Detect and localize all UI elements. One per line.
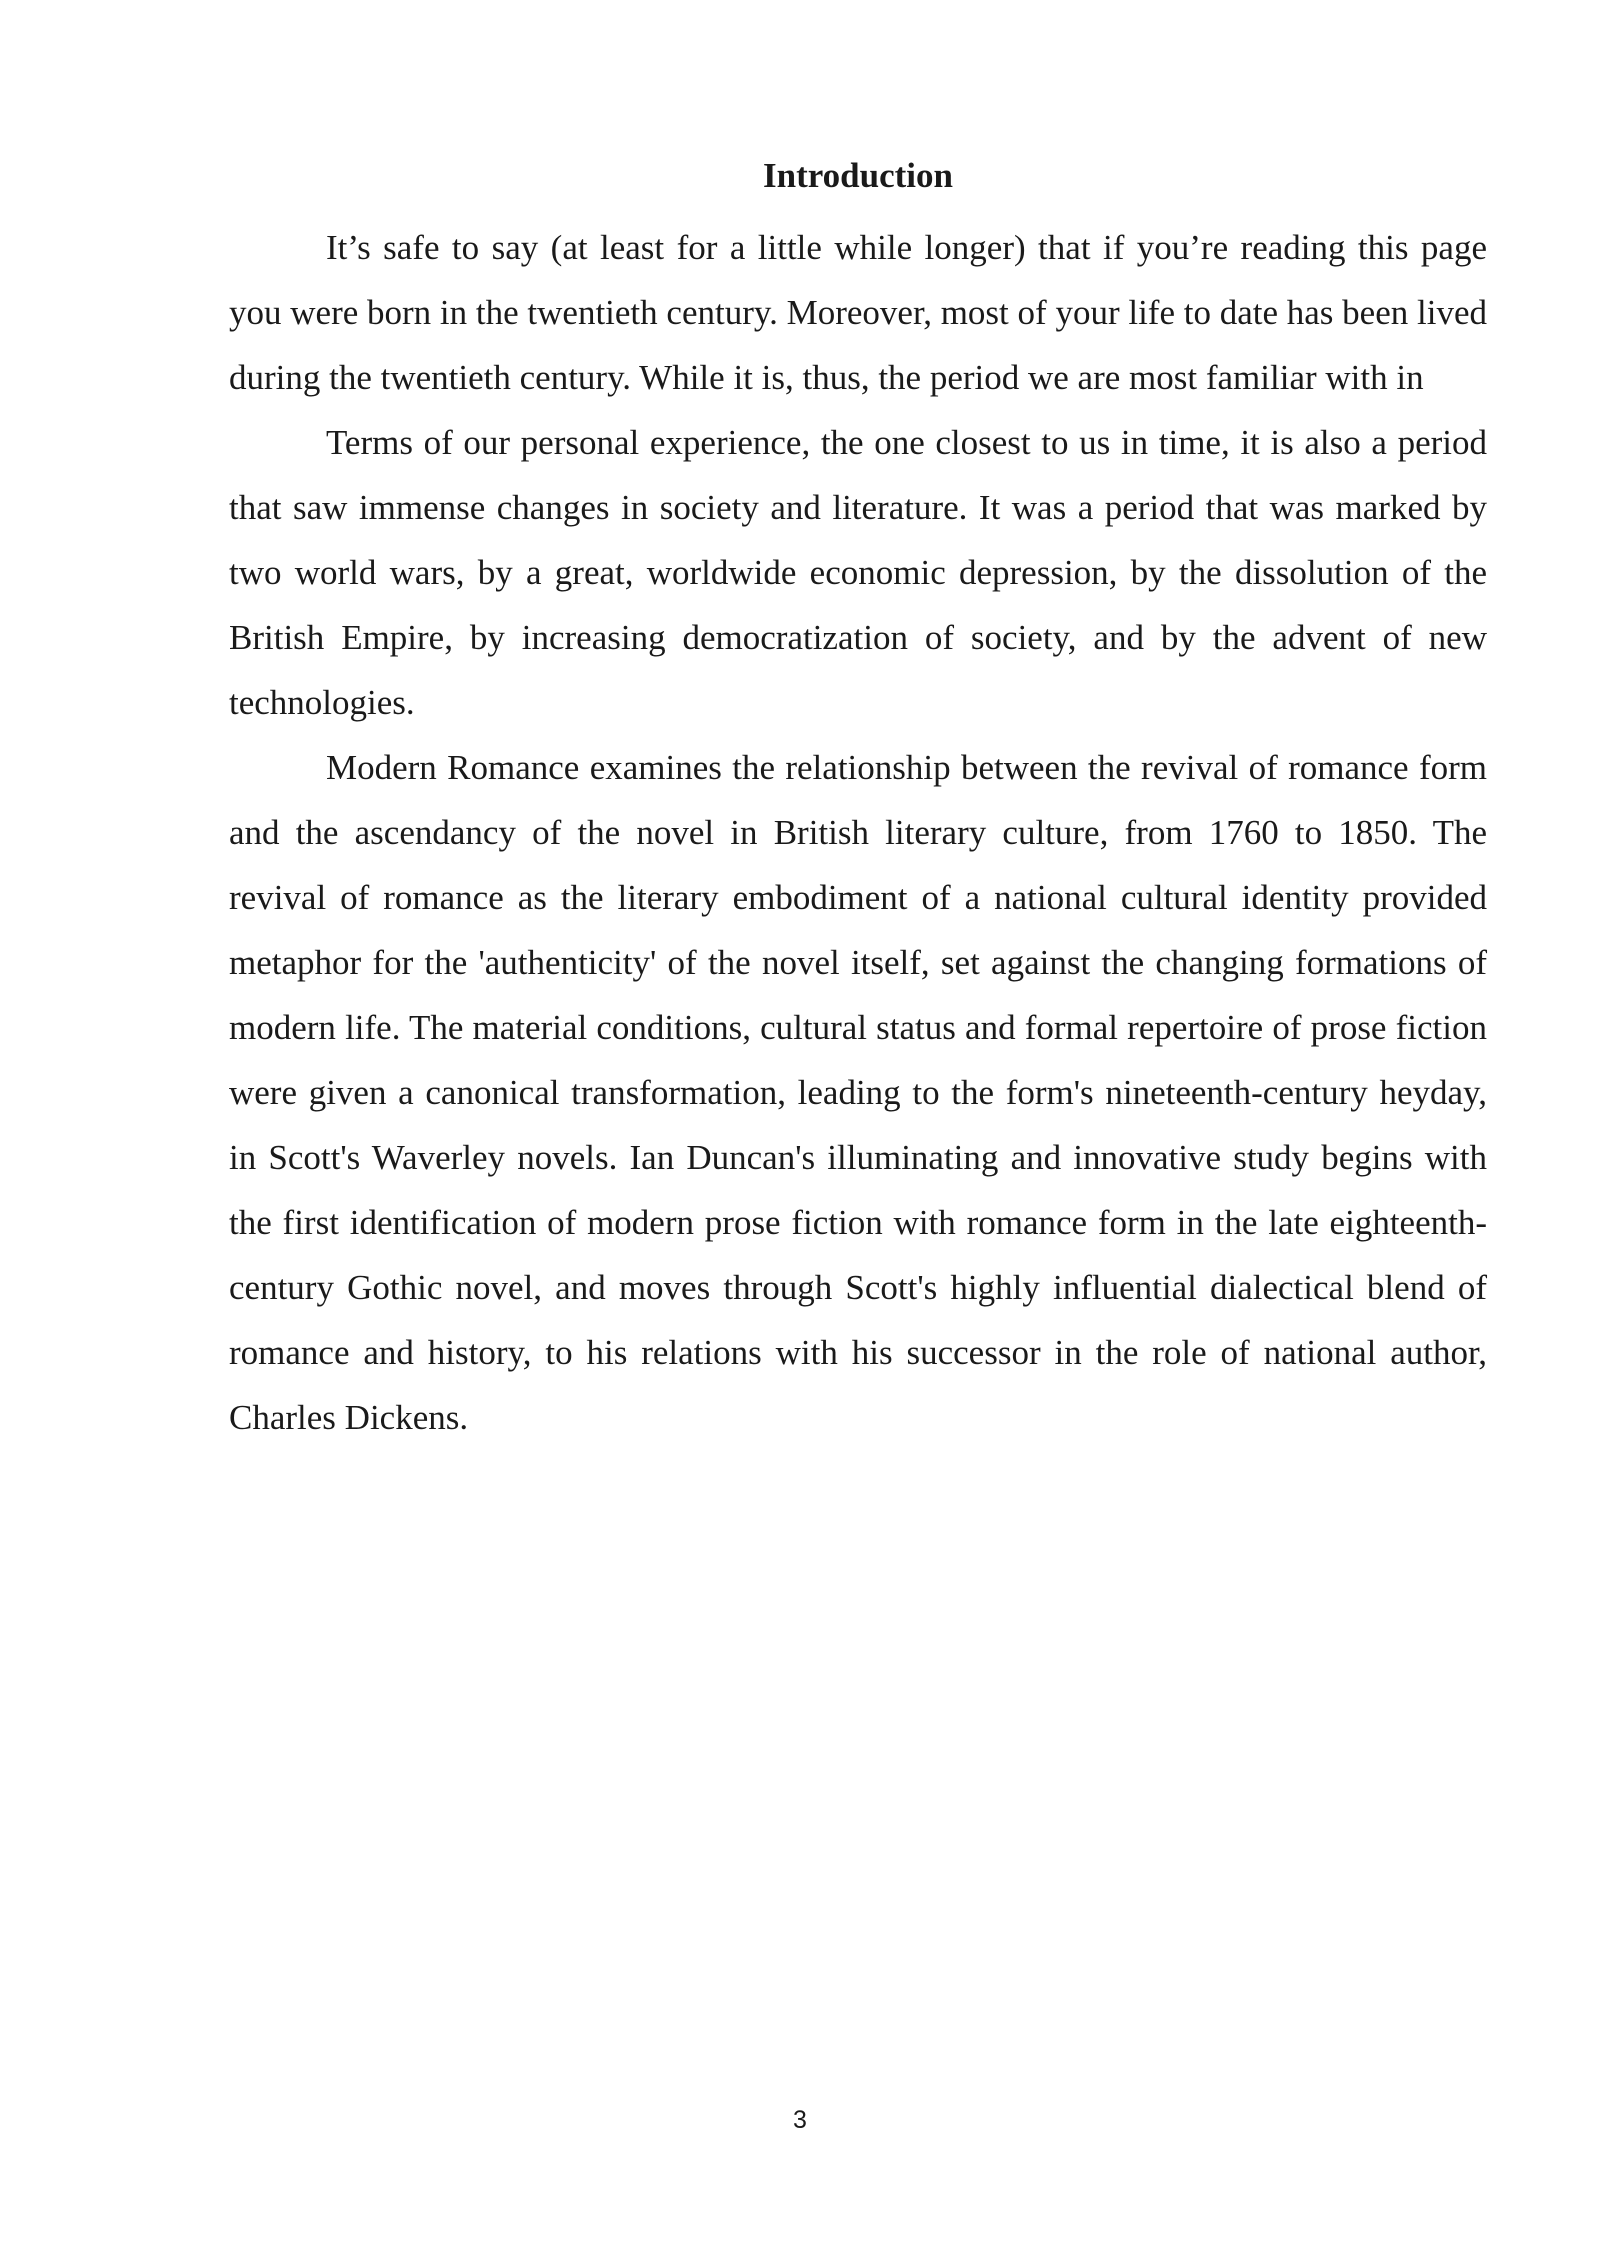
page-title: Introduction (763, 156, 953, 195)
paragraph-2: Terms of our personal experience, the one closest to us in time, it is also a period that saw immense changes in society and literature. It was a period that was marked by two world wars, by a great, worldwide economic depression, by the dissolution of the British Empire, by increasing democratization of society, and by the advent of new technologies. (229, 423, 1487, 722)
page-number: 3 (793, 2106, 807, 2134)
page-content (229, 150, 1487, 1450)
paragraph-3: Modern Romance examines the relationship between the revival of romance form and the ascendancy of the novel in British literary culture, from 1760 to 1850. The revival of romance as the literary embodiment of a national cultural identity provided metaphor for the 'authenticity' of the novel itself, set against the changing formations of modern life. The material conditions, cultural status and formal repertoire of prose fiction were given a canonical transformation, leading to the form's nineteenth-century heyday, in Scott's Waverley novels. Ian Duncan's illuminating and innovative study begins with the first identification of modern prose fiction with romance form in the late eighteenth-century Gothic novel, and moves through Scott's highly influential dialectical blend of romance and history, to his relations with his successor in the role of national author, Charles Dickens. (229, 748, 1487, 1437)
paragraph-1: It’s safe to say (at least for a little while longer) that if you’re reading this page you were born in the twentieth century. Moreover, most of your life to date has been lived during the twentieth century. While it is, thus, the period we are most familiar with in (229, 228, 1487, 397)
